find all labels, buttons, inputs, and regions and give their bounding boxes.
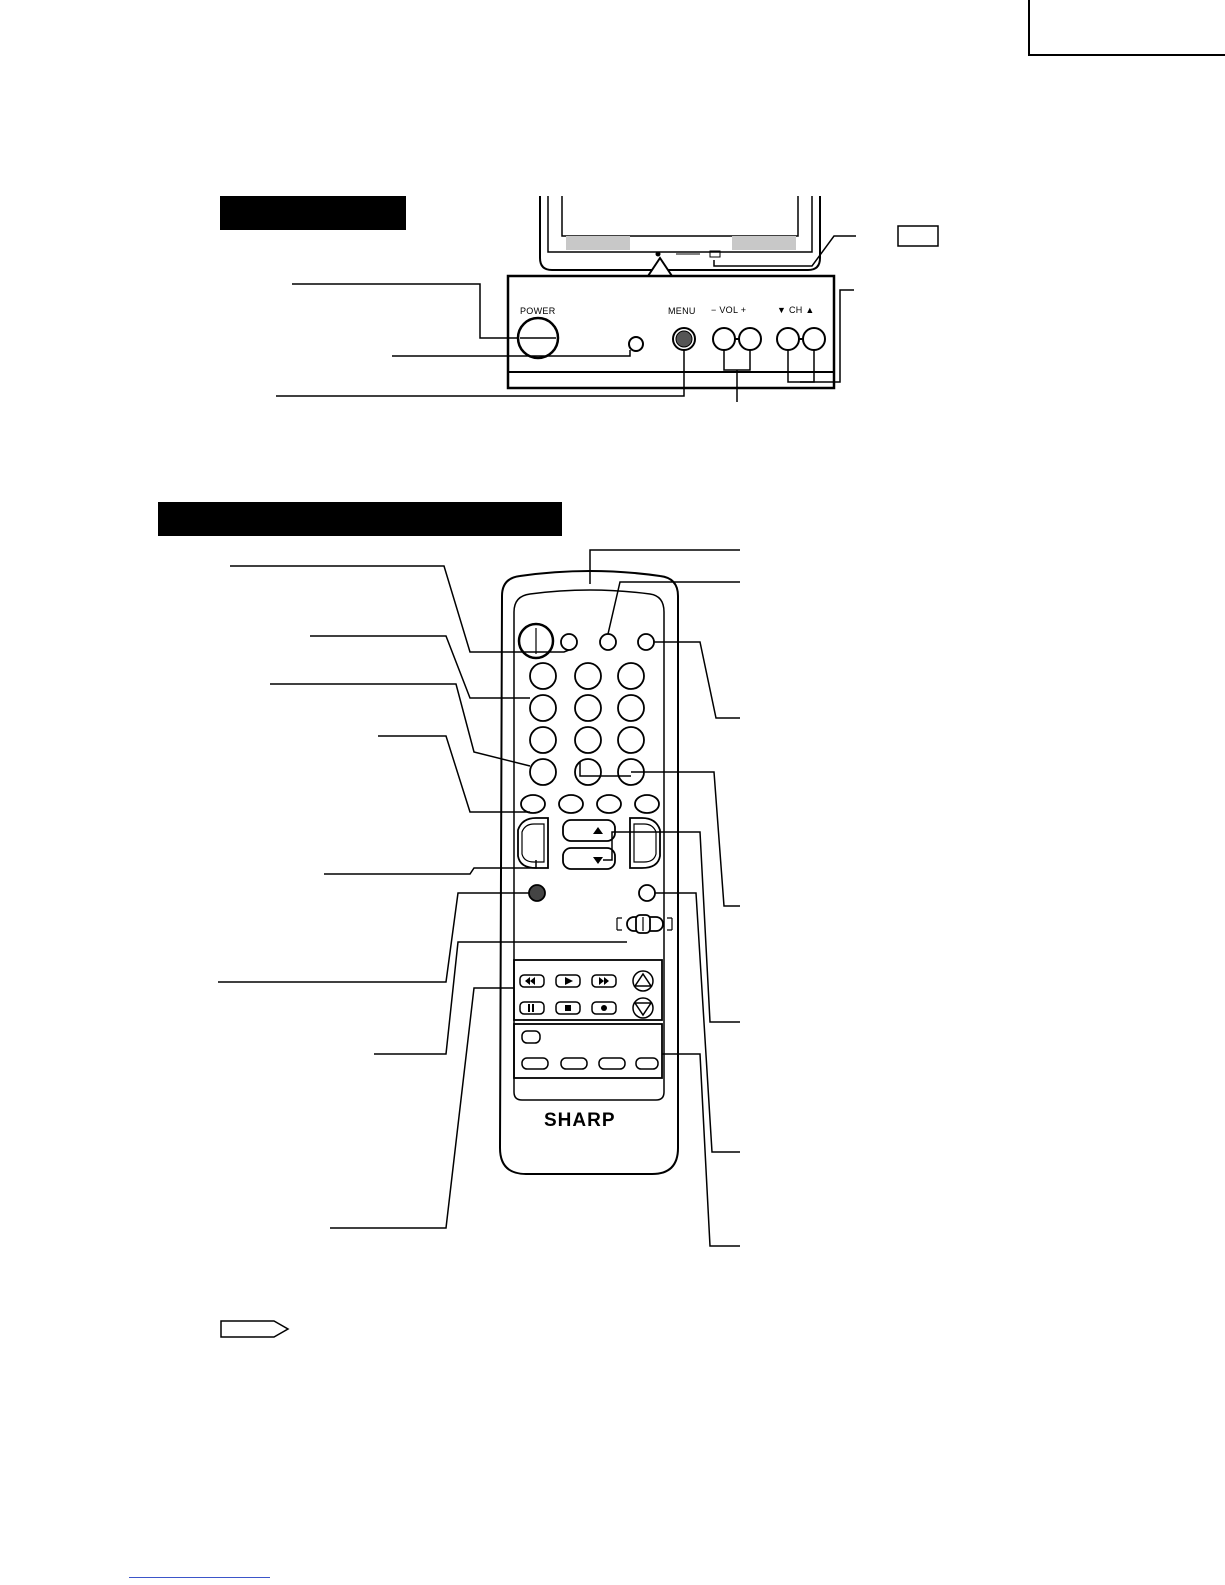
vol-label: − VOL + (711, 305, 747, 315)
menu-button (676, 331, 692, 347)
tv-callout-lines (276, 284, 854, 402)
menu-label: MENU (668, 306, 696, 316)
ch-label: ▼ CH ▲ (777, 305, 815, 315)
ch-down-button (777, 328, 799, 350)
vol-plus-button (739, 328, 761, 350)
triangle-down-icon (635, 1003, 651, 1015)
power-indicator (629, 337, 643, 351)
fast-forward-icon (599, 977, 609, 985)
record-icon (601, 1005, 607, 1011)
tv-control-panel (508, 276, 834, 388)
play-icon (565, 977, 573, 985)
rewind-icon (525, 977, 535, 985)
tv-set (540, 196, 820, 276)
vol-minus-button (713, 328, 735, 350)
remote-brand-logo: SHARP (544, 1110, 616, 1131)
pause-icon (529, 1004, 533, 1012)
speaker-grille-right (732, 236, 796, 250)
bottom-link-rule (129, 1577, 270, 1578)
number-keypad (530, 663, 644, 785)
remote-body (500, 571, 678, 1174)
ch-up-button (803, 328, 825, 350)
triangle-up-icon (635, 974, 651, 986)
stop-icon (565, 1005, 571, 1011)
remote-callout-lines (218, 550, 740, 1246)
power-label: POWER (520, 306, 556, 316)
speaker-grille-left (566, 236, 630, 250)
